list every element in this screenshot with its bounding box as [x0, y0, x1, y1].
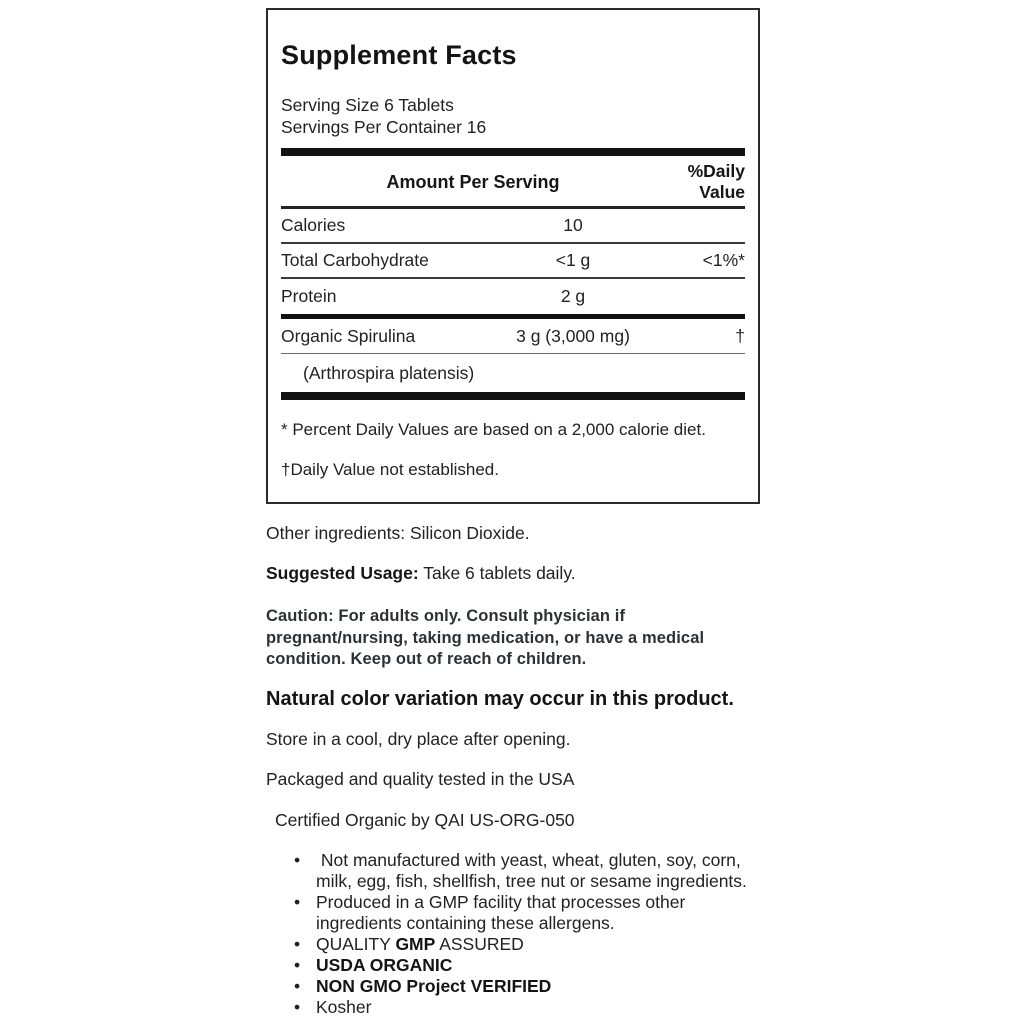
nutrient-dv: † [735, 325, 745, 346]
nutrient-name: Organic Spirulina [281, 325, 416, 346]
table-row-carbohydrate [281, 244, 745, 279]
table-row-species: (Arthrospira platensis) [303, 362, 475, 383]
suggested-usage [266, 563, 760, 584]
list-item-allergen-free: • Not manufactured with yeast, wheat, gluten, soy, corn, milk, egg, fish, shellfish, tree nut or sesame ingredients. [294, 849, 747, 891]
nutrient-amount: <1 g [555, 250, 591, 270]
supplement-facts-panel [266, 8, 760, 504]
nutrient-amount: 10 [563, 215, 583, 235]
table-row-spirulina [281, 319, 745, 354]
nutrient-dv: <1%* [702, 250, 745, 270]
list-item-gmp-facility: • Produced in a GMP facility that processes other ingredients containing these allergens. [294, 891, 691, 933]
nutrient-amount: 3 g (3,000 mg) [516, 325, 630, 346]
nutrient-name: Protein [281, 286, 337, 306]
header-daily-value [665, 161, 745, 203]
panel-title: Supplement Facts [281, 40, 517, 70]
serving-size: Serving Size 6 Tablets [281, 95, 454, 115]
table-header-row [281, 156, 745, 209]
list-item-kosher: • Kosher [294, 996, 372, 1017]
table-row-calories [281, 209, 745, 244]
list-item-usda-organic: • USDA ORGANIC [294, 954, 453, 975]
bullet-icon: • [294, 996, 301, 1017]
caution-text: Caution: For adults only. Consult physician if pregnant/nursing, taking medication, or have a medical condition. Keep out of reach of children. [266, 607, 705, 668]
footnote-dagger: †Daily Value not established. [281, 460, 499, 479]
storage-instructions: Store in a cool, dry place after opening. [266, 728, 571, 749]
bullet-icon: • [294, 933, 301, 954]
certified-organic-note: Certified Organic by QAI US-ORG-050 [275, 809, 575, 830]
bullet-list [266, 850, 760, 1018]
serving-info [281, 94, 745, 138]
list-item-quality-gmp: • QUALITY GMP ASSURED [294, 933, 524, 954]
divider-thick-top [281, 148, 745, 156]
nutrient-name: Calories [281, 215, 346, 235]
servings-per-container: Servings Per Container 16 [281, 117, 487, 137]
nutrient-name: Total Carbohydrate [281, 250, 429, 270]
bullet-icon: • [294, 975, 301, 996]
suggested-usage-label: Suggested Usage: [266, 563, 419, 583]
nutrient-amount: 2 g [560, 286, 586, 306]
table-row-protein [281, 279, 745, 314]
packaged-note: Packaged and quality tested in the USA [266, 768, 575, 789]
natural-color-note: Natural color variation may occur in this product. [266, 687, 734, 710]
bullet-icon: • [294, 954, 301, 975]
bullet-icon: • [294, 849, 301, 870]
bullet-icon: • [294, 891, 301, 912]
divider-thick-bottom [281, 392, 745, 400]
other-ingredients: Other ingredients: Silicon Dioxide. [266, 523, 530, 543]
list-item-non-gmo: • NON GMO Project VERIFIED [294, 975, 552, 996]
header-daily-value-line1: %Daily [687, 161, 745, 181]
label-content [266, 8, 760, 1018]
footnote-percent-dv: * Percent Daily Values are based on a 2,000 calorie diet. [281, 420, 706, 439]
header-daily-value-line2: Value [699, 182, 745, 202]
header-amount-per-serving: Amount Per Serving [386, 171, 560, 192]
suggested-usage-text: Take 6 tablets daily. [418, 563, 576, 583]
